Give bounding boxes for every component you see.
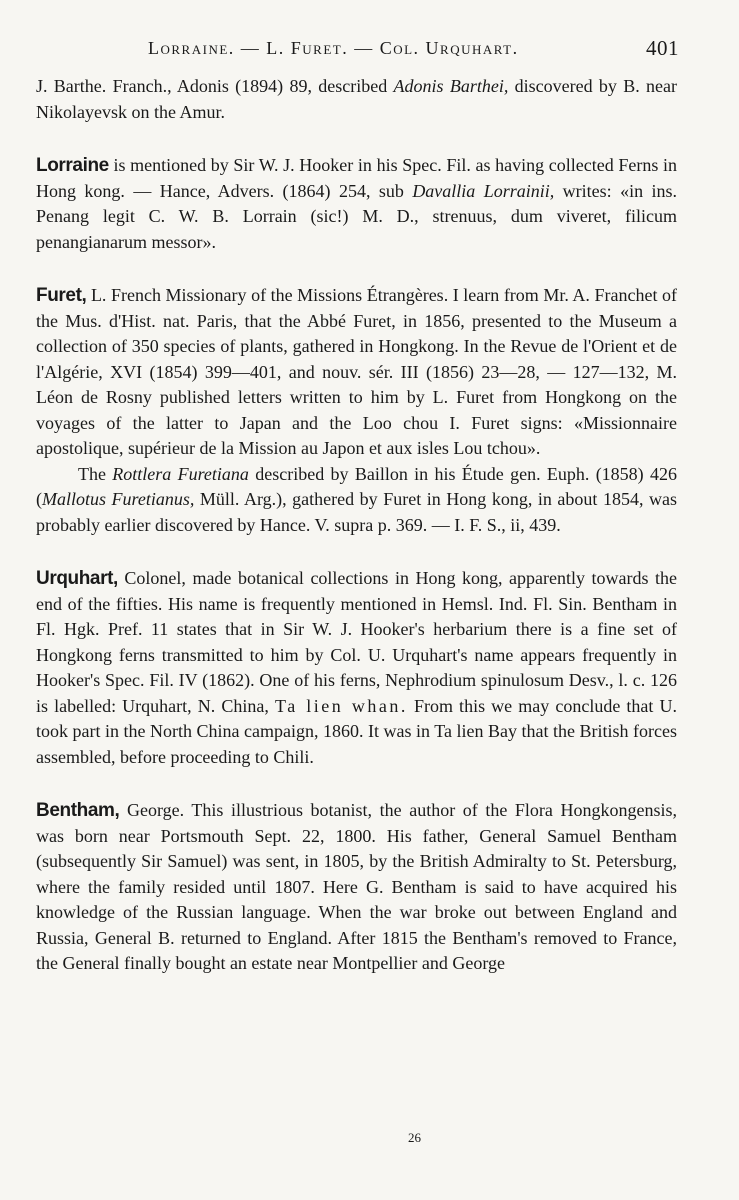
entry-name-lorraine: Lorraine: [36, 155, 109, 176]
page-number: 401: [646, 36, 679, 60]
signature-mark: 26: [408, 1130, 421, 1145]
running-title: Lorraine. — L. Furet. — Col. Urquhart.: [148, 38, 519, 58]
entry-furet: Furet, L. French Missionary of the Missions Étrangères. I learn from Mr. A. Franchet of the Mus. d'Hist. nat. Paris, that the Abbé Furet, in 1856, presented to the Museum a collection of 350 species of plants, gathered in Hongkong. In the Revue de l'Orient et de l'Algérie, XVI (1854) 399—401, and nouv. sér. III (1856) 23—28, — 127—132, M. Léon de Rosny published letters written to him by L. Furet from Hongkong on the voyages of the latter to Japan and the Loo chou I. Furet signs: «Missionnaire apostolique, supérieur de la Mission au Japon et aux isles Lou tchou».: [36, 285, 677, 458]
entry-urquhart: Urquhart, Colonel, made botanical collections in Hong kong, apparently towards the end of the fifties. His name is frequently mentioned in Hemsl. Ind. Fl. Sin. Bentham in Fl. Hgk. Pref. 11 states that in Sir W. J. Hooker's herbarium there is a fine set of Hongkong ferns transmitted to him by Col. U. Urquhart's name appears frequently in Hooker's Spec. Fil. IV (1862). One of his ferns, Nephrodium spinulosum Desv., l. c. 126 is labelled: Urquhart, N. China, Ta lien whan. From this we may conclude that U. took part in the North China campaign, 1860. It was in Ta lien Bay that the British forces assembled, before proceeding to Chili.: [36, 568, 677, 767]
entry-name-bentham: Bentham,: [36, 800, 120, 821]
entry-bentham: Bentham, George. This illustrious botanist, the author of the Flora Hongkongensis, was born near Portsmouth Sept. 22, 1800. His father, General Samuel Bentham (subsequently Sir Samuel) was sent, in 1805, by the British Admiralty to St. Petersburg, where the family resided until 1807. Here G. Bentham is said to have acquired his knowledge of the Russian language. When the war broke out between England and Russia, General B. returned to England. After 1815 the Bentham's removed to France, the General finally bought an estate near Montpellier and George: [36, 800, 677, 973]
entry-lorraine: Lorraine is mentioned by Sir W. J. Hooker in his Spec. Fil. as having collected Ferns in Hong kong. — Hance, Advers. (1864) 254, sub Davallia Lorrainii, writes: «in ins. Penang legit C. W. B. Lorrain (sic!) M. D., strenuus, dum viveret, filicum penangianarum messor».: [36, 155, 678, 252]
entry-furet-continued: The Rottlera Furetiana described by Baillon in his Étude gen. Euph. (1858) 426 (Mallotus Furetianus, Müll. Arg.), gathered by Furet in Hong kong, in about 1854, was probably earlier discovered by Hance. V. supra p. 369. — I. F. S., ii, 439.: [36, 463, 677, 535]
entry-name-furet: Furet,: [36, 285, 87, 306]
page-header: [36, 38, 677, 68]
entry-name-urquhart: Urquhart,: [36, 568, 118, 589]
paragraph-intro: J. Barthe. Franch., Adonis (1894) 89, described Adonis Barthei, discovered by B. near Nikolayevsk on the Amur.: [36, 76, 677, 122]
